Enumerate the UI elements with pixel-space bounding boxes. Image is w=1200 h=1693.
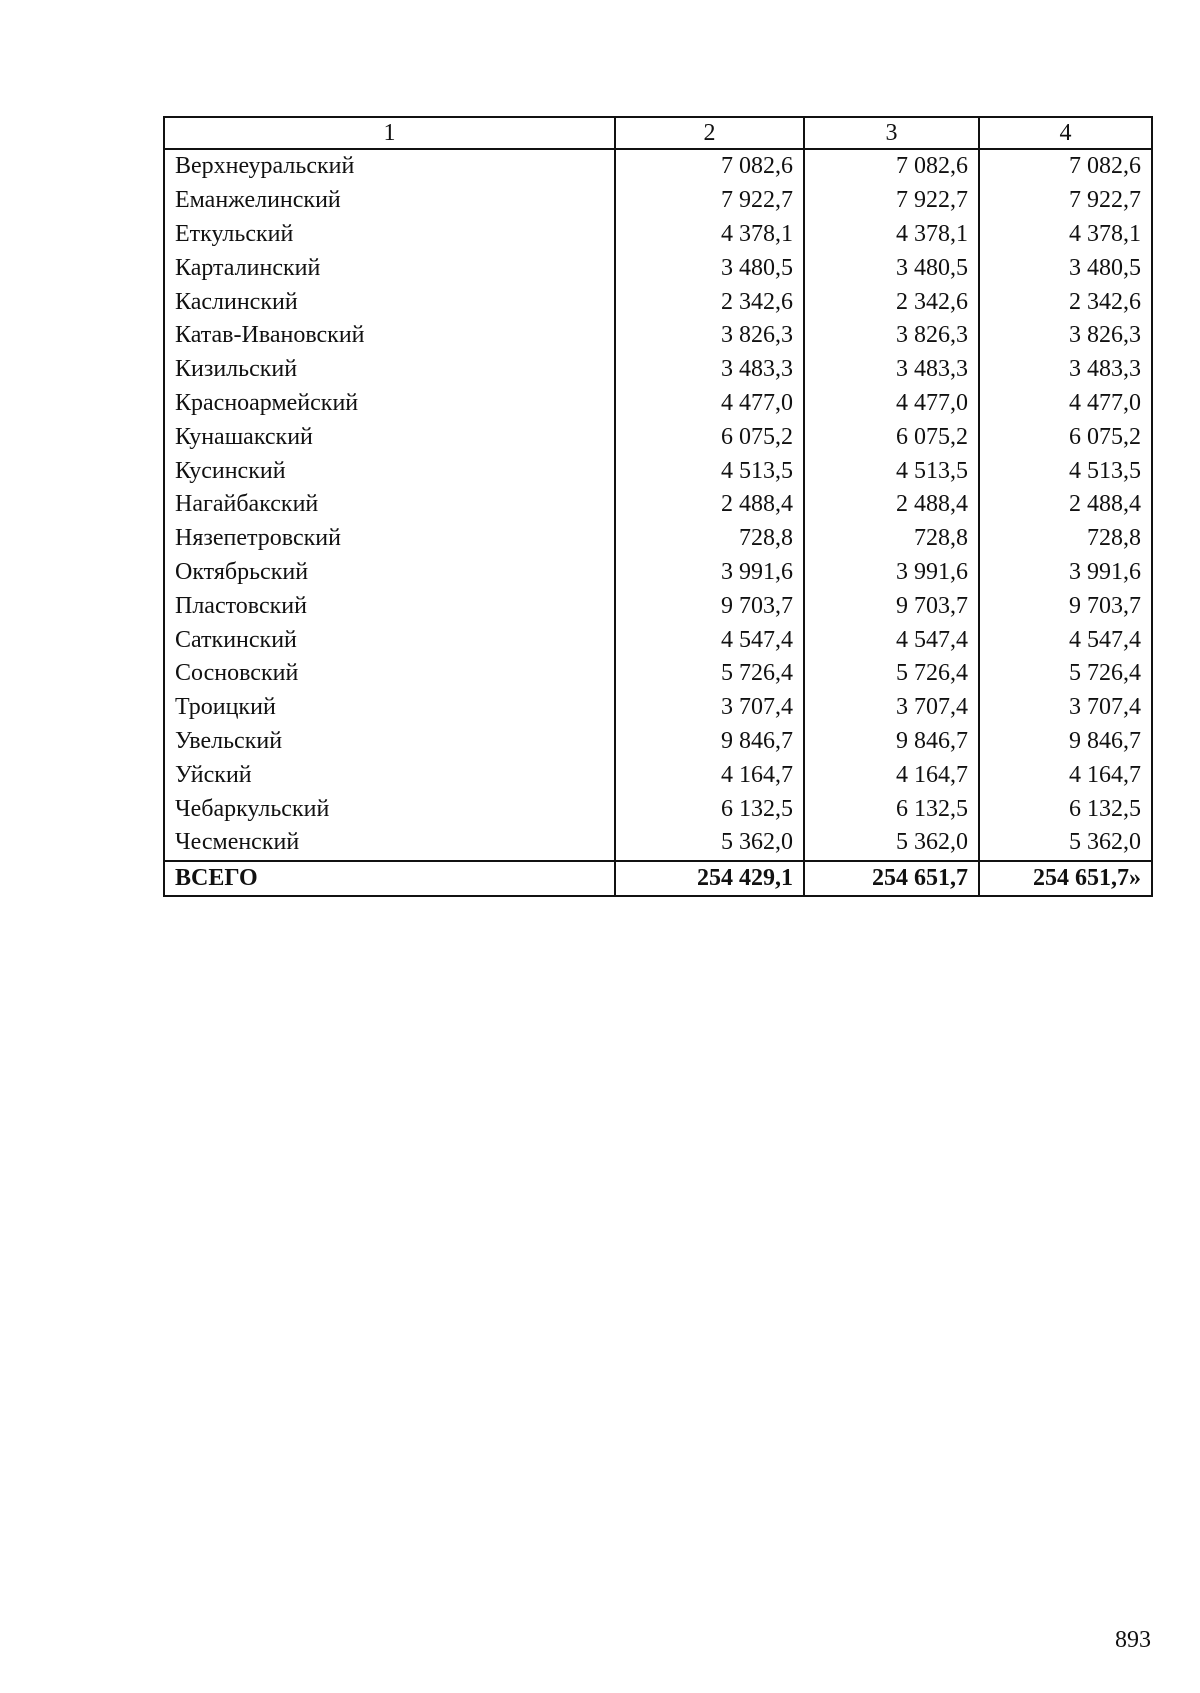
district-name: Чесменский: [164, 826, 615, 861]
value-col4: 7 082,6: [979, 149, 1152, 184]
value-col2: 2 488,4: [615, 488, 804, 522]
total-row: [164, 861, 1152, 896]
value-col4: 4 378,1: [979, 218, 1152, 252]
district-name: Красноармейский: [164, 387, 615, 421]
value-col4: 3 707,4: [979, 691, 1152, 725]
district-name: Еманжелинский: [164, 184, 615, 218]
district-name: Пластовский: [164, 589, 615, 623]
table-row: [164, 184, 1152, 218]
value-col3: 3 480,5: [804, 251, 979, 285]
value-col3: 4 547,4: [804, 623, 979, 657]
value-col3: 7 082,6: [804, 149, 979, 184]
table-footer: [164, 861, 1152, 896]
value-col3: 4 513,5: [804, 454, 979, 488]
page-number: 893: [1115, 1627, 1151, 1653]
value-col4: 2 342,6: [979, 285, 1152, 319]
table-row: [164, 149, 1152, 184]
district-name: Каслинский: [164, 285, 615, 319]
value-col3: 3 707,4: [804, 691, 979, 725]
district-name: Саткинский: [164, 623, 615, 657]
value-col4: 7 922,7: [979, 184, 1152, 218]
table-row: [164, 691, 1152, 725]
value-col4: 5 726,4: [979, 657, 1152, 691]
value-col2: 4 513,5: [615, 454, 804, 488]
table-row: [164, 488, 1152, 522]
value-col3: 5 726,4: [804, 657, 979, 691]
value-col2: 9 703,7: [615, 589, 804, 623]
table-row: [164, 826, 1152, 861]
value-col3: 3 483,3: [804, 353, 979, 387]
value-col4: 728,8: [979, 522, 1152, 556]
district-name: Верхнеуральский: [164, 149, 615, 184]
data-table: [163, 116, 1153, 897]
value-col2: 6 075,2: [615, 420, 804, 454]
table-row: [164, 623, 1152, 657]
column-header-1: 1: [164, 117, 615, 149]
value-col4: 3 826,3: [979, 319, 1152, 353]
value-col4: 6 075,2: [979, 420, 1152, 454]
value-col2: 5 726,4: [615, 657, 804, 691]
table-row: [164, 420, 1152, 454]
table-row: [164, 353, 1152, 387]
table-row: [164, 454, 1152, 488]
value-col2: 3 826,3: [615, 319, 804, 353]
district-name: Увельский: [164, 725, 615, 759]
value-col2: 4 547,4: [615, 623, 804, 657]
value-col3: 4 477,0: [804, 387, 979, 421]
district-name: Еткульский: [164, 218, 615, 252]
value-col4: 3 480,5: [979, 251, 1152, 285]
value-col3: 2 342,6: [804, 285, 979, 319]
value-col2: 3 480,5: [615, 251, 804, 285]
value-col2: 3 483,3: [615, 353, 804, 387]
value-col3: 728,8: [804, 522, 979, 556]
value-col2: 728,8: [615, 522, 804, 556]
table-header: [164, 117, 1152, 149]
table-row: [164, 657, 1152, 691]
district-name: Чебаркульский: [164, 792, 615, 826]
value-col3: 4 378,1: [804, 218, 979, 252]
table-row: [164, 589, 1152, 623]
value-col4: 3 991,6: [979, 556, 1152, 590]
value-col2: 4 164,7: [615, 758, 804, 792]
value-col3: 3 991,6: [804, 556, 979, 590]
district-name: Кунашакский: [164, 420, 615, 454]
table-row: [164, 387, 1152, 421]
value-col3: 6 132,5: [804, 792, 979, 826]
table-row: [164, 251, 1152, 285]
value-col2: 3 991,6: [615, 556, 804, 590]
total-value-col3: 254 651,7: [804, 861, 979, 896]
value-col4: 6 132,5: [979, 792, 1152, 826]
value-col3: 9 846,7: [804, 725, 979, 759]
table-body: [164, 149, 1152, 861]
value-col3: 5 362,0: [804, 826, 979, 861]
value-col4: 4 547,4: [979, 623, 1152, 657]
column-header-4: 4: [979, 117, 1152, 149]
value-col3: 7 922,7: [804, 184, 979, 218]
value-col2: 9 846,7: [615, 725, 804, 759]
value-col4: 2 488,4: [979, 488, 1152, 522]
value-col2: 7 922,7: [615, 184, 804, 218]
column-header-3: 3: [804, 117, 979, 149]
district-name: Кусинский: [164, 454, 615, 488]
district-name: Нагайбакский: [164, 488, 615, 522]
value-col4: 4 513,5: [979, 454, 1152, 488]
table-row: [164, 556, 1152, 590]
value-col3: 2 488,4: [804, 488, 979, 522]
district-name: Нязепетровский: [164, 522, 615, 556]
value-col4: 4 164,7: [979, 758, 1152, 792]
value-col2: 2 342,6: [615, 285, 804, 319]
total-value-col2: 254 429,1: [615, 861, 804, 896]
district-name: Уйский: [164, 758, 615, 792]
table-row: [164, 758, 1152, 792]
value-col3: 9 703,7: [804, 589, 979, 623]
table-row: [164, 319, 1152, 353]
column-header-2: 2: [615, 117, 804, 149]
total-label: ВСЕГО: [164, 861, 615, 896]
district-name: Карталинский: [164, 251, 615, 285]
value-col2: 7 082,6: [615, 149, 804, 184]
value-col4: 5 362,0: [979, 826, 1152, 861]
table-row: [164, 285, 1152, 319]
value-col3: 4 164,7: [804, 758, 979, 792]
table-row: [164, 522, 1152, 556]
district-name: Катав-Ивановский: [164, 319, 615, 353]
value-col2: 4 477,0: [615, 387, 804, 421]
value-col2: 6 132,5: [615, 792, 804, 826]
value-col3: 3 826,3: [804, 319, 979, 353]
value-col4: 9 703,7: [979, 589, 1152, 623]
value-col4: 3 483,3: [979, 353, 1152, 387]
total-value-col4: 254 651,7»: [979, 861, 1152, 896]
value-col2: 3 707,4: [615, 691, 804, 725]
value-col2: 5 362,0: [615, 826, 804, 861]
district-name: Сосновский: [164, 657, 615, 691]
district-name: Троицкий: [164, 691, 615, 725]
value-col4: 4 477,0: [979, 387, 1152, 421]
table-row: [164, 725, 1152, 759]
table-row: [164, 218, 1152, 252]
table-row: [164, 792, 1152, 826]
value-col3: 6 075,2: [804, 420, 979, 454]
district-name: Октябрьский: [164, 556, 615, 590]
value-col4: 9 846,7: [979, 725, 1152, 759]
district-name: Кизильский: [164, 353, 615, 387]
header-row: [164, 117, 1152, 149]
value-col2: 4 378,1: [615, 218, 804, 252]
